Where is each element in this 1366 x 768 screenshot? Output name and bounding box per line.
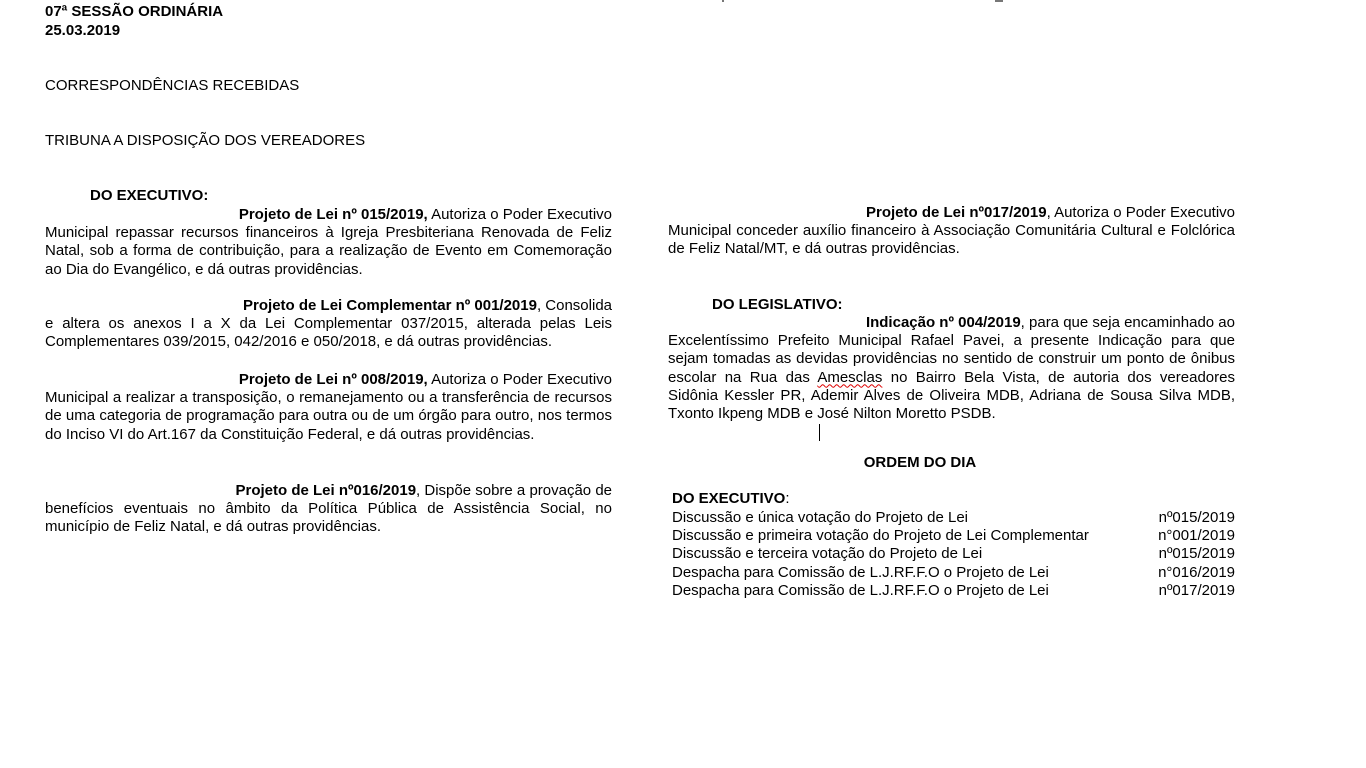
text-cursor xyxy=(819,424,820,441)
bill-text: , Autoriza o Poder Executivo xyxy=(1046,204,1235,221)
scan-mark xyxy=(995,0,1003,2)
agenda-row-number: nº015/2019 xyxy=(1158,545,1235,562)
indication-title: Indicação nº 004/2019 xyxy=(865,314,1021,331)
bill-015 xyxy=(45,206,612,279)
indication-body: Excelentíssimo Prefeito Municipal Rafael Pavei, a presente Indicação para que sejam tomadas as devidas providências no sentido de construir um ponto de ônibus escolar na Rua das Amesclas no Bairro Bela Vista, de autoria dos vereadores Sidônia Kessler PR, Ademir Alves de Oliveira MDB, Adriana de Sousa Silva MDB, Txonto Ikpeng MDB e José Nilton Moretto PSDB. xyxy=(668,332,1235,423)
agenda-row xyxy=(672,582,1235,600)
agenda-row-number: nº015/2019 xyxy=(1158,509,1235,526)
agenda-row xyxy=(672,509,1235,527)
agenda-row-label: Discussão e terceira votação do Projeto de Lei xyxy=(672,545,983,562)
bill-016 xyxy=(45,482,612,537)
bill-008 xyxy=(45,371,612,444)
session-title: 07ª SESSÃO ORDINÁRIA xyxy=(45,3,224,20)
tribune-heading: TRIBUNA A DISPOSIÇÃO DOS VEREADORES xyxy=(45,132,366,149)
bill-title: Projeto de Lei nº016/2019 xyxy=(235,482,417,499)
agenda-row-label: Despacha para Comissão de L.J.RF.F.O o Projeto de Lei xyxy=(672,564,1049,581)
bill-text: Autoriza o Poder Executivo xyxy=(431,206,612,223)
agenda-heading: ORDEM DO DIA xyxy=(863,454,977,471)
spellcheck-word: Amesclas xyxy=(817,368,883,386)
bill-title: Projeto de Lei nº 015/2019, xyxy=(238,206,428,223)
correspondence-heading: CORRESPONDÊNCIAS RECEBIDAS xyxy=(45,77,300,94)
bill-text: Autoriza o Poder Executivo xyxy=(431,371,612,388)
indication-004 xyxy=(668,314,1235,423)
agenda-row-number: n°016/2019 xyxy=(1158,564,1235,581)
agenda-row xyxy=(672,564,1235,582)
bill-text: , Consolida xyxy=(536,297,612,314)
agenda-subheading: DO EXECUTIVO: xyxy=(672,490,790,507)
indication-text: , para que seja encaminhado ao xyxy=(1020,314,1235,331)
bill-title: Projeto de Lei Complementar nº 001/2019 xyxy=(243,297,537,314)
legislative-heading: DO LEGISLATIVO: xyxy=(712,296,843,313)
agenda-row xyxy=(672,545,1235,563)
bill-complementar-001 xyxy=(45,297,612,352)
bill-body: Municipal conceder auxílio financeiro à Associação Comunitária Cultural e Folclórica de Feliz Natal/MT, e dá outras providências. xyxy=(668,222,1235,258)
agenda-row-label: Discussão e única votação do Projeto de Lei xyxy=(672,509,969,526)
agenda-row xyxy=(672,527,1235,545)
bill-text: , Dispõe sobre a provação de xyxy=(416,482,612,499)
bill-title: Projeto de Lei nº 008/2019, xyxy=(238,371,428,388)
bill-body: Municipal repassar recursos financeiros à Igreja Presbiteriana Renovada de Feliz Natal, sob a forma de contribuição, para a realização de Evento em Comemoração ao Dia do Evangélico, e dá outras providências. xyxy=(45,224,612,278)
bill-body: e altera os anexos I a X da Lei Complementar 037/2015, alterada pelas Leis Complementares 039/2015, 042/2016 e 050/2018, e dá outras providências. xyxy=(45,315,612,351)
bill-017 xyxy=(668,204,1235,259)
agenda-row-label: Discussão e primeira votação do Projeto de Lei Complementar xyxy=(672,527,1089,544)
agenda-row-number: nº017/2019 xyxy=(1158,582,1235,599)
agenda-row-label: Despacha para Comissão de L.J.RF.F.O o Projeto de Lei xyxy=(672,582,1049,599)
executive-heading: DO EXECUTIVO: xyxy=(90,187,209,204)
bill-title: Projeto de Lei nº017/2019 xyxy=(866,204,1047,221)
bill-body: benefícios eventuais no âmbito da Política Pública de Assistência Social, no município de Feliz Natal, e dá outras providências. xyxy=(45,500,612,536)
scan-mark xyxy=(722,0,724,2)
session-date: 25.03.2019 xyxy=(45,22,121,39)
agenda-row-number: n°001/2019 xyxy=(1158,527,1235,544)
bill-body: Municipal a realizar a transposição, o remanejamento ou a transferência de recursos de uma categoria de programação para outra ou de um órgão para outro, nos termos do Inciso VI do Art.167 da Constituição Federal, e dá outras providências. xyxy=(45,389,612,443)
